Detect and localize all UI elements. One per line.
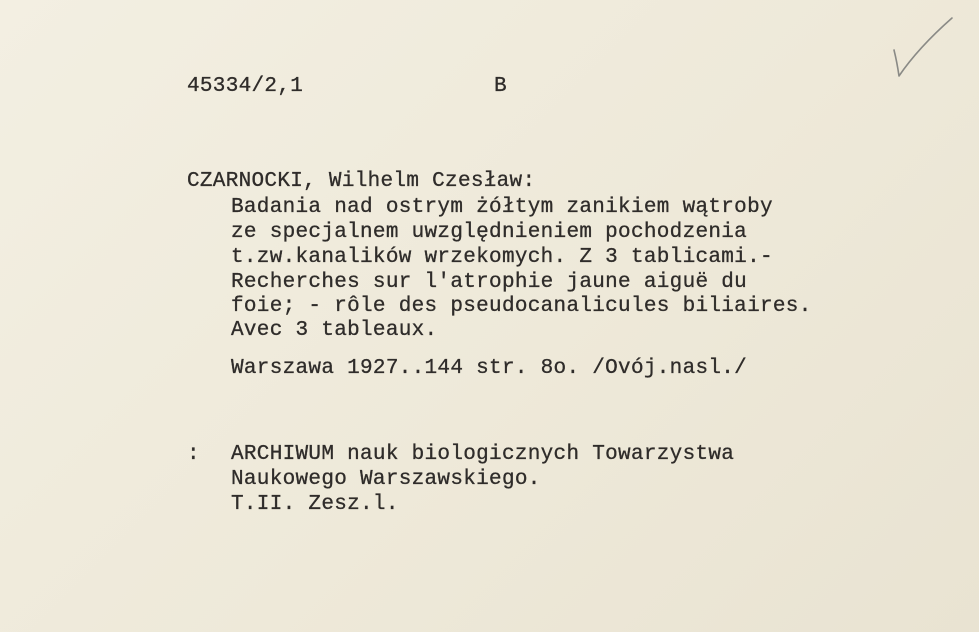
title-line: Badania nad ostrym żółtym zanikiem wątroby <box>231 196 773 219</box>
title-line: t.zw.kanalików wrzekomych. Z 3 tablicami.- <box>231 246 773 269</box>
title-line: Recherches sur l'atrophie jaune aiguë du <box>231 271 748 294</box>
title-line: foie; - rôle des pseudocanalicules biliaires. <box>231 295 812 318</box>
series-marker: : <box>187 443 200 466</box>
call-number: 45334/2,1 <box>187 75 304 98</box>
imprint-line: Warszawa 1927..144 str. 8o. /Ovój.nasl./ <box>231 357 748 380</box>
author-heading: CZARNOCKI, Wilhelm Czesław: <box>187 170 536 193</box>
series-line: T.II. Zesz.l. <box>231 493 399 516</box>
series-line: Naukowego Warszawskiego. <box>231 468 541 491</box>
title-line: ze specjalnem uwzględnieniem pochodzenia <box>231 221 748 244</box>
title-line: Avec 3 tableaux. <box>231 319 438 342</box>
check-mark-icon <box>888 14 958 80</box>
signature-letter: B <box>494 75 507 98</box>
series-line: ARCHIWUM nauk biologicznych Towarzystwa <box>231 443 735 466</box>
